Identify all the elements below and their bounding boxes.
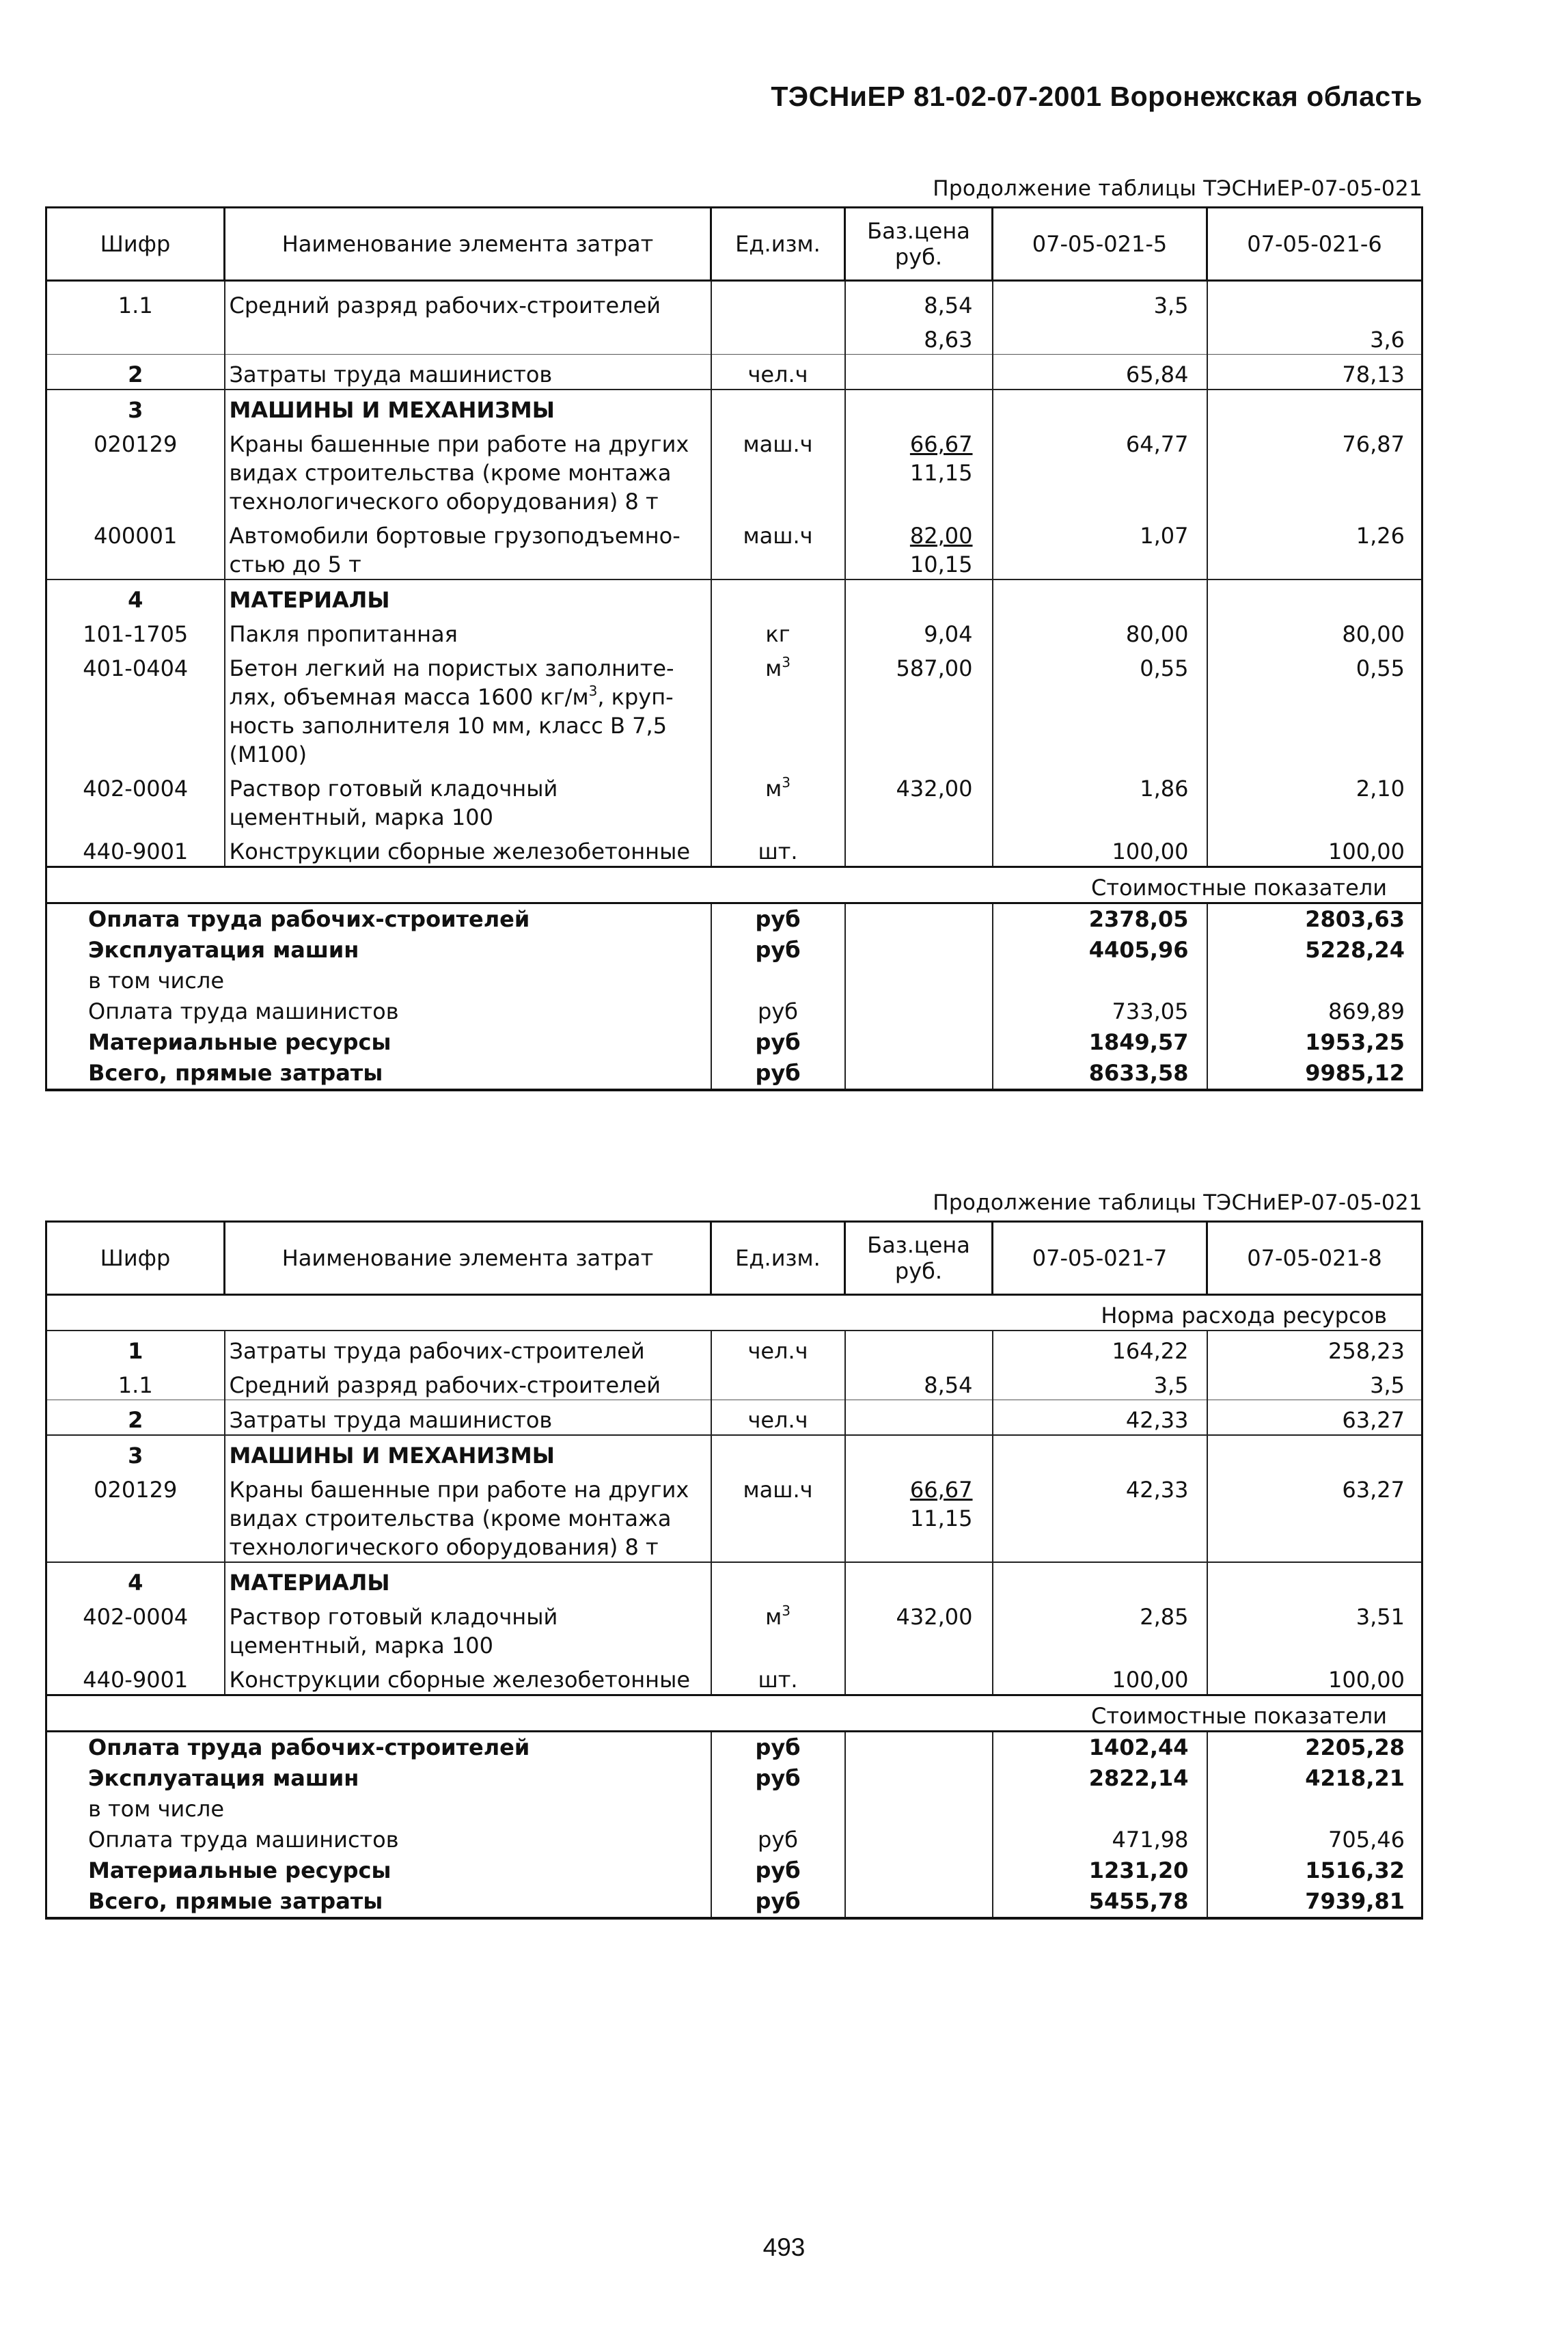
column-header-rate-8: 07-05-021-8 [1207, 1222, 1422, 1295]
cost-row [46, 935, 1422, 966]
cell-price: 8,54 [845, 1365, 993, 1400]
table-row [46, 355, 1422, 390]
cost-header-row [46, 867, 1422, 903]
cell-rate-5: 3,5 [993, 281, 1207, 320]
cell-unit: чел.ч [711, 1331, 845, 1365]
column-header-code: Шифр [46, 1222, 225, 1295]
cost-unit: руб [711, 1855, 845, 1886]
cell-rate-7: 42,33 [993, 1470, 1207, 1562]
cost-rate-5: 4405,96 [993, 935, 1207, 966]
table-row [46, 1660, 1422, 1695]
cell-name: Пакля пропитанная [225, 614, 711, 649]
price-machine: 82,00 [909, 523, 973, 549]
cell-rate-7: 3,5 [993, 1365, 1207, 1400]
cost-rate-7: 2822,14 [993, 1763, 1207, 1794]
cost-rate-8: 4218,21 [1305, 1765, 1405, 1791]
cost-header: Стоимостные показатели [46, 867, 1422, 903]
cell-price: 8,63 [845, 320, 993, 355]
cost-unit: руб [711, 903, 845, 936]
cell-name: Раствор готовый кладочный цементный, марка 100 [225, 1597, 711, 1660]
cost-rate-6: 1953,25 [1305, 1029, 1405, 1055]
cost-label: Оплата труда машинистов [46, 996, 711, 1027]
document-title: ТЭСНиЕР 81-02-07-2001 Воронежская область [771, 81, 1422, 112]
cost-rate-7: 1231,20 [993, 1855, 1207, 1886]
cell-price: 9,04 [845, 614, 993, 649]
cost-unit: руб [711, 1058, 845, 1090]
cell-rate-6: 1,26 [1356, 523, 1405, 549]
cost-row [46, 1027, 1422, 1058]
table-row [46, 1331, 1422, 1365]
table-header-row [46, 208, 1422, 281]
table-row [46, 516, 1422, 579]
cell-rate-8: 63,27 [1342, 1477, 1405, 1503]
cell-name: Краны башенные при работе на других видах строительства (кроме монтажа технологического оборудования) 8 т [225, 1470, 711, 1562]
cost-rate-6: 869,89 [1328, 998, 1405, 1024]
cost-rate-8: 1516,32 [1305, 1857, 1405, 1883]
table-caption: Продолжение таблицы ТЭСНиЕР-07-05-021 [933, 176, 1422, 201]
cell-name: Автомобили бортовые грузоподъемно-стью до 5 т [225, 516, 711, 579]
cell-name: Средний разряд рабочих-строителей [225, 1365, 711, 1400]
cell-price [845, 424, 993, 516]
cell-unit: маш.ч [711, 516, 845, 579]
cell-name: Средний разряд рабочих-строителей [225, 281, 711, 320]
cell-rate-6 [1207, 281, 1422, 320]
cost-row [46, 903, 1422, 936]
cost-label: в том числе [46, 966, 711, 996]
price-operator: 10,15 [909, 551, 973, 577]
cost-rate-5: 733,05 [993, 996, 1207, 1027]
table-row [46, 832, 1422, 867]
cell-code: 1 [46, 1331, 225, 1365]
cell-price: 432,00 [845, 769, 993, 832]
cost-rate-6: 5228,24 [1305, 937, 1405, 963]
price-operator: 11,15 [909, 460, 973, 486]
price-machine: 66,67 [909, 1477, 973, 1503]
cell-rate-6: 78,13 [1207, 355, 1422, 390]
cell-price: 8,54 [845, 281, 993, 320]
cell-rate-5: 1,07 [993, 516, 1207, 579]
column-header-rate-6: 07-05-021-6 [1207, 208, 1422, 281]
table-row [46, 769, 1422, 832]
column-header-name: Наименование элемента затрат [225, 208, 711, 281]
cell-code: 020129 [46, 424, 225, 516]
cell-rate-7: 42,33 [993, 1400, 1207, 1436]
price-machine: 66,67 [909, 431, 973, 457]
section-title: МАШИНЫ И МЕХАНИЗМЫ [225, 1435, 711, 1470]
cell-unit: чел.ч [711, 1400, 845, 1436]
price-operator: 11,15 [909, 1505, 973, 1531]
cell-code: 402-0004 [46, 769, 225, 832]
cost-rate-7: 1402,44 [993, 1732, 1207, 1764]
cost-rate-8: 705,46 [1328, 1827, 1405, 1853]
cell-price: 587,00 [845, 649, 993, 769]
cell-unit: маш.ч [711, 424, 845, 516]
section-row [46, 1435, 1422, 1470]
table-row [46, 1400, 1422, 1436]
cell-rate-7: 100,00 [993, 1660, 1207, 1695]
cost-label: Эксплуатация машин [46, 935, 711, 966]
cost-row [46, 1794, 1422, 1825]
cell-rate-6: 76,87 [1342, 431, 1405, 457]
cell-rate-6: 0,55 [1356, 655, 1405, 681]
cell-code: 401-0404 [46, 649, 225, 769]
table-row [46, 649, 1422, 769]
norm-header-row [46, 1295, 1422, 1331]
cell-rate-7: 164,22 [993, 1331, 1207, 1365]
section-title: МАТЕРИАЛЫ [225, 1562, 711, 1597]
cost-label: Оплата труда машинистов [46, 1825, 711, 1855]
section-number: 3 [46, 390, 225, 424]
cost-header-row [46, 1695, 1422, 1732]
table-row [46, 614, 1422, 649]
cell-rate-6: 2,10 [1356, 776, 1405, 802]
cost-row [46, 1855, 1422, 1886]
section-row [46, 1562, 1422, 1597]
section-row [46, 579, 1422, 614]
table-header-row [46, 1222, 1422, 1295]
cell-rate-5: 0,55 [993, 649, 1207, 769]
section-number: 3 [46, 1435, 225, 1470]
resource-table-1 [45, 206, 1423, 1091]
cost-rate-8: 2205,28 [1207, 1732, 1422, 1764]
cost-row [46, 1763, 1422, 1794]
cost-row [46, 1825, 1422, 1855]
cell-name: Краны башенные при работе на других видах строительства (кроме монтажа технологического оборудования) 8 т [225, 424, 711, 516]
cell-code: 2 [46, 355, 225, 390]
cell-name: Затраты труда машинистов [225, 355, 711, 390]
cost-row [46, 966, 1422, 996]
cell-rate-5: 64,77 [993, 424, 1207, 516]
cell-name: Затраты труда рабочих-строителей [225, 1331, 711, 1365]
cost-rate-8: 7939,81 [1207, 1886, 1422, 1918]
column-header-price: Баз.цена руб. [845, 208, 993, 281]
table-row [46, 320, 1422, 355]
cell-name: Затраты труда машинистов [225, 1400, 711, 1436]
cost-label: Всего, прямые затраты [46, 1886, 711, 1918]
cell-price [845, 1470, 993, 1562]
cost-rate-5: 2378,05 [993, 903, 1207, 936]
column-header-code: Шифр [46, 208, 225, 281]
cost-unit: руб [711, 1825, 845, 1855]
section-number: 4 [46, 579, 225, 614]
norm-header: Норма расхода ресурсов [46, 1295, 1422, 1331]
cost-label: Эксплуатация машин [46, 1763, 711, 1794]
cell-code: 400001 [46, 516, 225, 579]
cell-name: Раствор готовый кладочный цементный, марка 100 [225, 769, 711, 832]
cost-rate-5: 1849,57 [993, 1027, 1207, 1058]
cost-label: Материальные ресурсы [46, 1027, 711, 1058]
cost-unit: руб [711, 1732, 845, 1764]
table-row [46, 1470, 1422, 1562]
page-number: 493 [762, 2233, 806, 2261]
cost-unit: руб [711, 1886, 845, 1918]
section-number: 4 [46, 1562, 225, 1597]
cell-unit: шт. [711, 1660, 845, 1695]
cost-label: Материальные ресурсы [46, 1855, 711, 1886]
cell-code: 402-0004 [46, 1597, 225, 1660]
cost-row [46, 1732, 1422, 1764]
cell-unit: $м^3$ [711, 1597, 845, 1660]
cell-name: Конструкции сборные железобетонные [225, 1660, 711, 1695]
cost-rate-5: 8633,58 [993, 1058, 1207, 1090]
section-title: МАТЕРИАЛЫ [225, 579, 711, 614]
column-header-rate-7: 07-05-021-7 [993, 1222, 1207, 1295]
cost-unit: руб [711, 1763, 845, 1794]
cell-rate-6: 100,00 [1328, 838, 1405, 864]
cell-rate-7: 2,85 [993, 1597, 1207, 1660]
cost-unit: руб [711, 935, 845, 966]
cell-rate-5: 65,84 [993, 355, 1207, 390]
cell-rate-5: 1,86 [993, 769, 1207, 832]
cell-unit: $м^3$ [711, 649, 845, 769]
cell-name: Конструкции сборные железобетонные [225, 832, 711, 867]
cell-name: Бетон легкий на пористых заполните-лях, объемная масса 1600 $кг/м^3$, круп-ность заполнителя 10 мм, класс В 7,5 (М100) [225, 649, 711, 769]
cost-rate-6: 2803,63 [1207, 903, 1422, 936]
table-caption: Продолжение таблицы ТЭСНиЕР-07-05-021 [933, 1190, 1422, 1215]
cell-unit: кг [711, 614, 845, 649]
section-title: МАШИНЫ И МЕХАНИЗМЫ [225, 390, 711, 424]
cell-code: 440-9001 [46, 832, 225, 867]
table-row [46, 281, 1422, 320]
cell-price: 432,00 [845, 1597, 993, 1660]
cell-code: 440-9001 [46, 1660, 225, 1695]
cost-label: Оплата труда рабочих-строителей [46, 903, 711, 936]
cost-rate-7: 5455,78 [993, 1886, 1207, 1918]
table-row [46, 424, 1422, 516]
cell-unit [711, 281, 845, 320]
column-header-unit: Ед.изм. [711, 1222, 845, 1295]
column-header-rate-5: 07-05-021-5 [993, 208, 1207, 281]
cell-rate-6: 3,6 [1370, 327, 1405, 353]
cost-label: Всего, прямые затраты [46, 1058, 711, 1090]
cell-unit: $м^3$ [711, 769, 845, 832]
cell-unit: чел.ч [711, 355, 845, 390]
cell-rate-8: 100,00 [1328, 1667, 1405, 1693]
cell-code: 1.1 [46, 281, 225, 320]
cell-rate-6: 80,00 [1342, 621, 1405, 647]
cell-code: 020129 [46, 1470, 225, 1562]
cell-rate-8: 3,5 [1370, 1372, 1405, 1398]
cost-label: в том числе [46, 1794, 711, 1825]
cell-rate-8: 63,27 [1207, 1400, 1422, 1436]
cost-rate-7: 471,98 [993, 1825, 1207, 1855]
cell-rate-5: 80,00 [993, 614, 1207, 649]
column-header-unit: Ед.изм. [711, 208, 845, 281]
resource-table-2 [45, 1220, 1423, 1920]
cost-row [46, 1058, 1422, 1090]
cell-code: 2 [46, 1400, 225, 1436]
section-row [46, 390, 1422, 424]
column-header-price: Баз.цена руб. [845, 1222, 993, 1295]
table-row [46, 1365, 1422, 1400]
cell-code: 1.1 [46, 1365, 225, 1400]
cell-rate-8: 258,23 [1207, 1331, 1422, 1365]
cost-row [46, 1886, 1422, 1918]
cell-unit: маш.ч [711, 1470, 845, 1562]
cost-unit: руб [711, 996, 845, 1027]
cost-header: Стоимостные показатели [46, 1695, 1422, 1732]
column-header-name: Наименование элемента затрат [225, 1222, 711, 1295]
cost-unit: руб [711, 1027, 845, 1058]
cost-label: Оплата труда рабочих-строителей [46, 1732, 711, 1764]
cell-code: 101-1705 [46, 614, 225, 649]
table-row [46, 1597, 1422, 1660]
cell-rate-5: 100,00 [993, 832, 1207, 867]
cell-rate-8: 3,51 [1356, 1604, 1405, 1630]
cost-row [46, 996, 1422, 1027]
cell-unit: шт. [711, 832, 845, 867]
cell-price [845, 516, 993, 579]
cost-rate-6: 9985,12 [1207, 1058, 1422, 1090]
